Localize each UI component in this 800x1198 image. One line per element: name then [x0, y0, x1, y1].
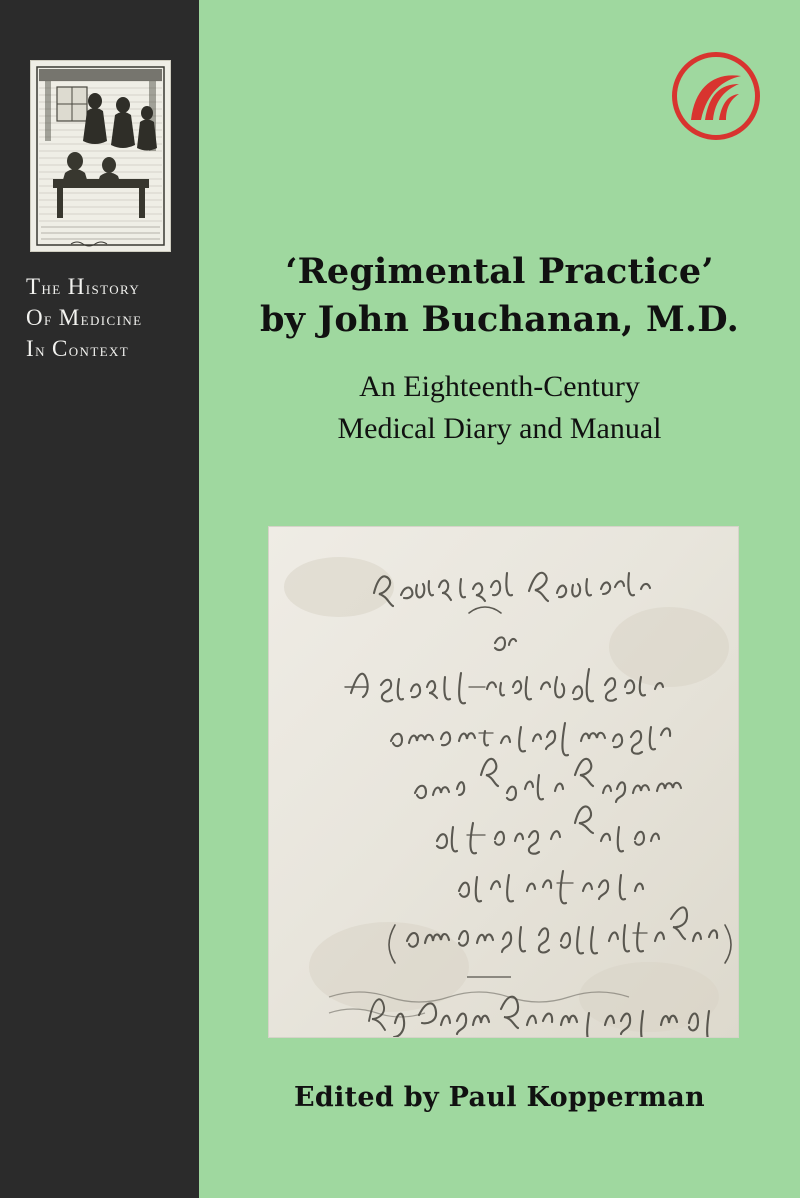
subtitle-line-1: An Eighteenth-Century	[359, 370, 640, 403]
subtitle-line-2: Medical Diary and Manual	[337, 412, 662, 445]
series-title: The History Of Medicine In Context	[26, 274, 143, 361]
editor-credit: Edited by Paul Kopperman	[294, 1082, 705, 1113]
title-line-2: by John Buchanan, M.D.	[259, 299, 739, 340]
series-engraving-image	[30, 60, 171, 252]
page-subtitle	[199, 366, 800, 450]
logo-swoosh-icon	[685, 68, 747, 128]
page-title	[199, 248, 800, 344]
routledge-logo	[672, 52, 764, 144]
manuscript-facsimile-image	[269, 527, 738, 1037]
title-block	[199, 248, 800, 450]
series-spine-band	[0, 0, 199, 1198]
title-line-1: ‘Regimental Practice’	[285, 251, 714, 292]
